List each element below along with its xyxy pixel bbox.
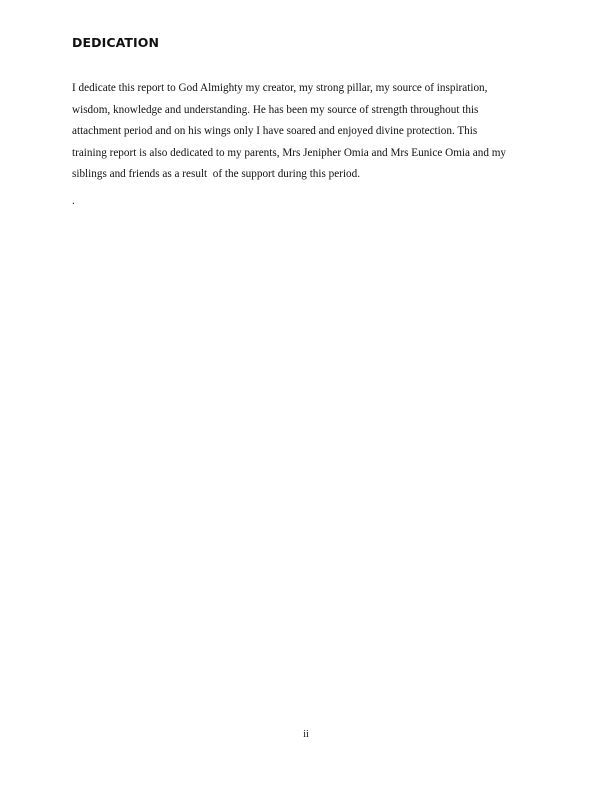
dedication-paragraph — [72, 78, 552, 186]
page-number: ii — [303, 729, 309, 740]
section-heading: DEDICATION — [72, 35, 160, 50]
trailing-period: . — [72, 195, 75, 207]
paragraph-line: training report is also dedicated to my parents, Mrs Jenipher Omia and Mrs Eunice Omia and my — [72, 146, 507, 159]
paragraph-line: siblings and friends as a result of the support during this period. — [72, 168, 361, 181]
paragraph-line: wisdom, knowledge and understanding. He has been my source of strength throughout this — [72, 103, 479, 116]
paragraph-line: attachment period and on his wings only I have soared and enjoyed divine protection. This — [72, 125, 478, 138]
paragraph-line: I dedicate this report to God Almighty my creator, my strong pillar, my source of inspiration, — [72, 82, 488, 94]
